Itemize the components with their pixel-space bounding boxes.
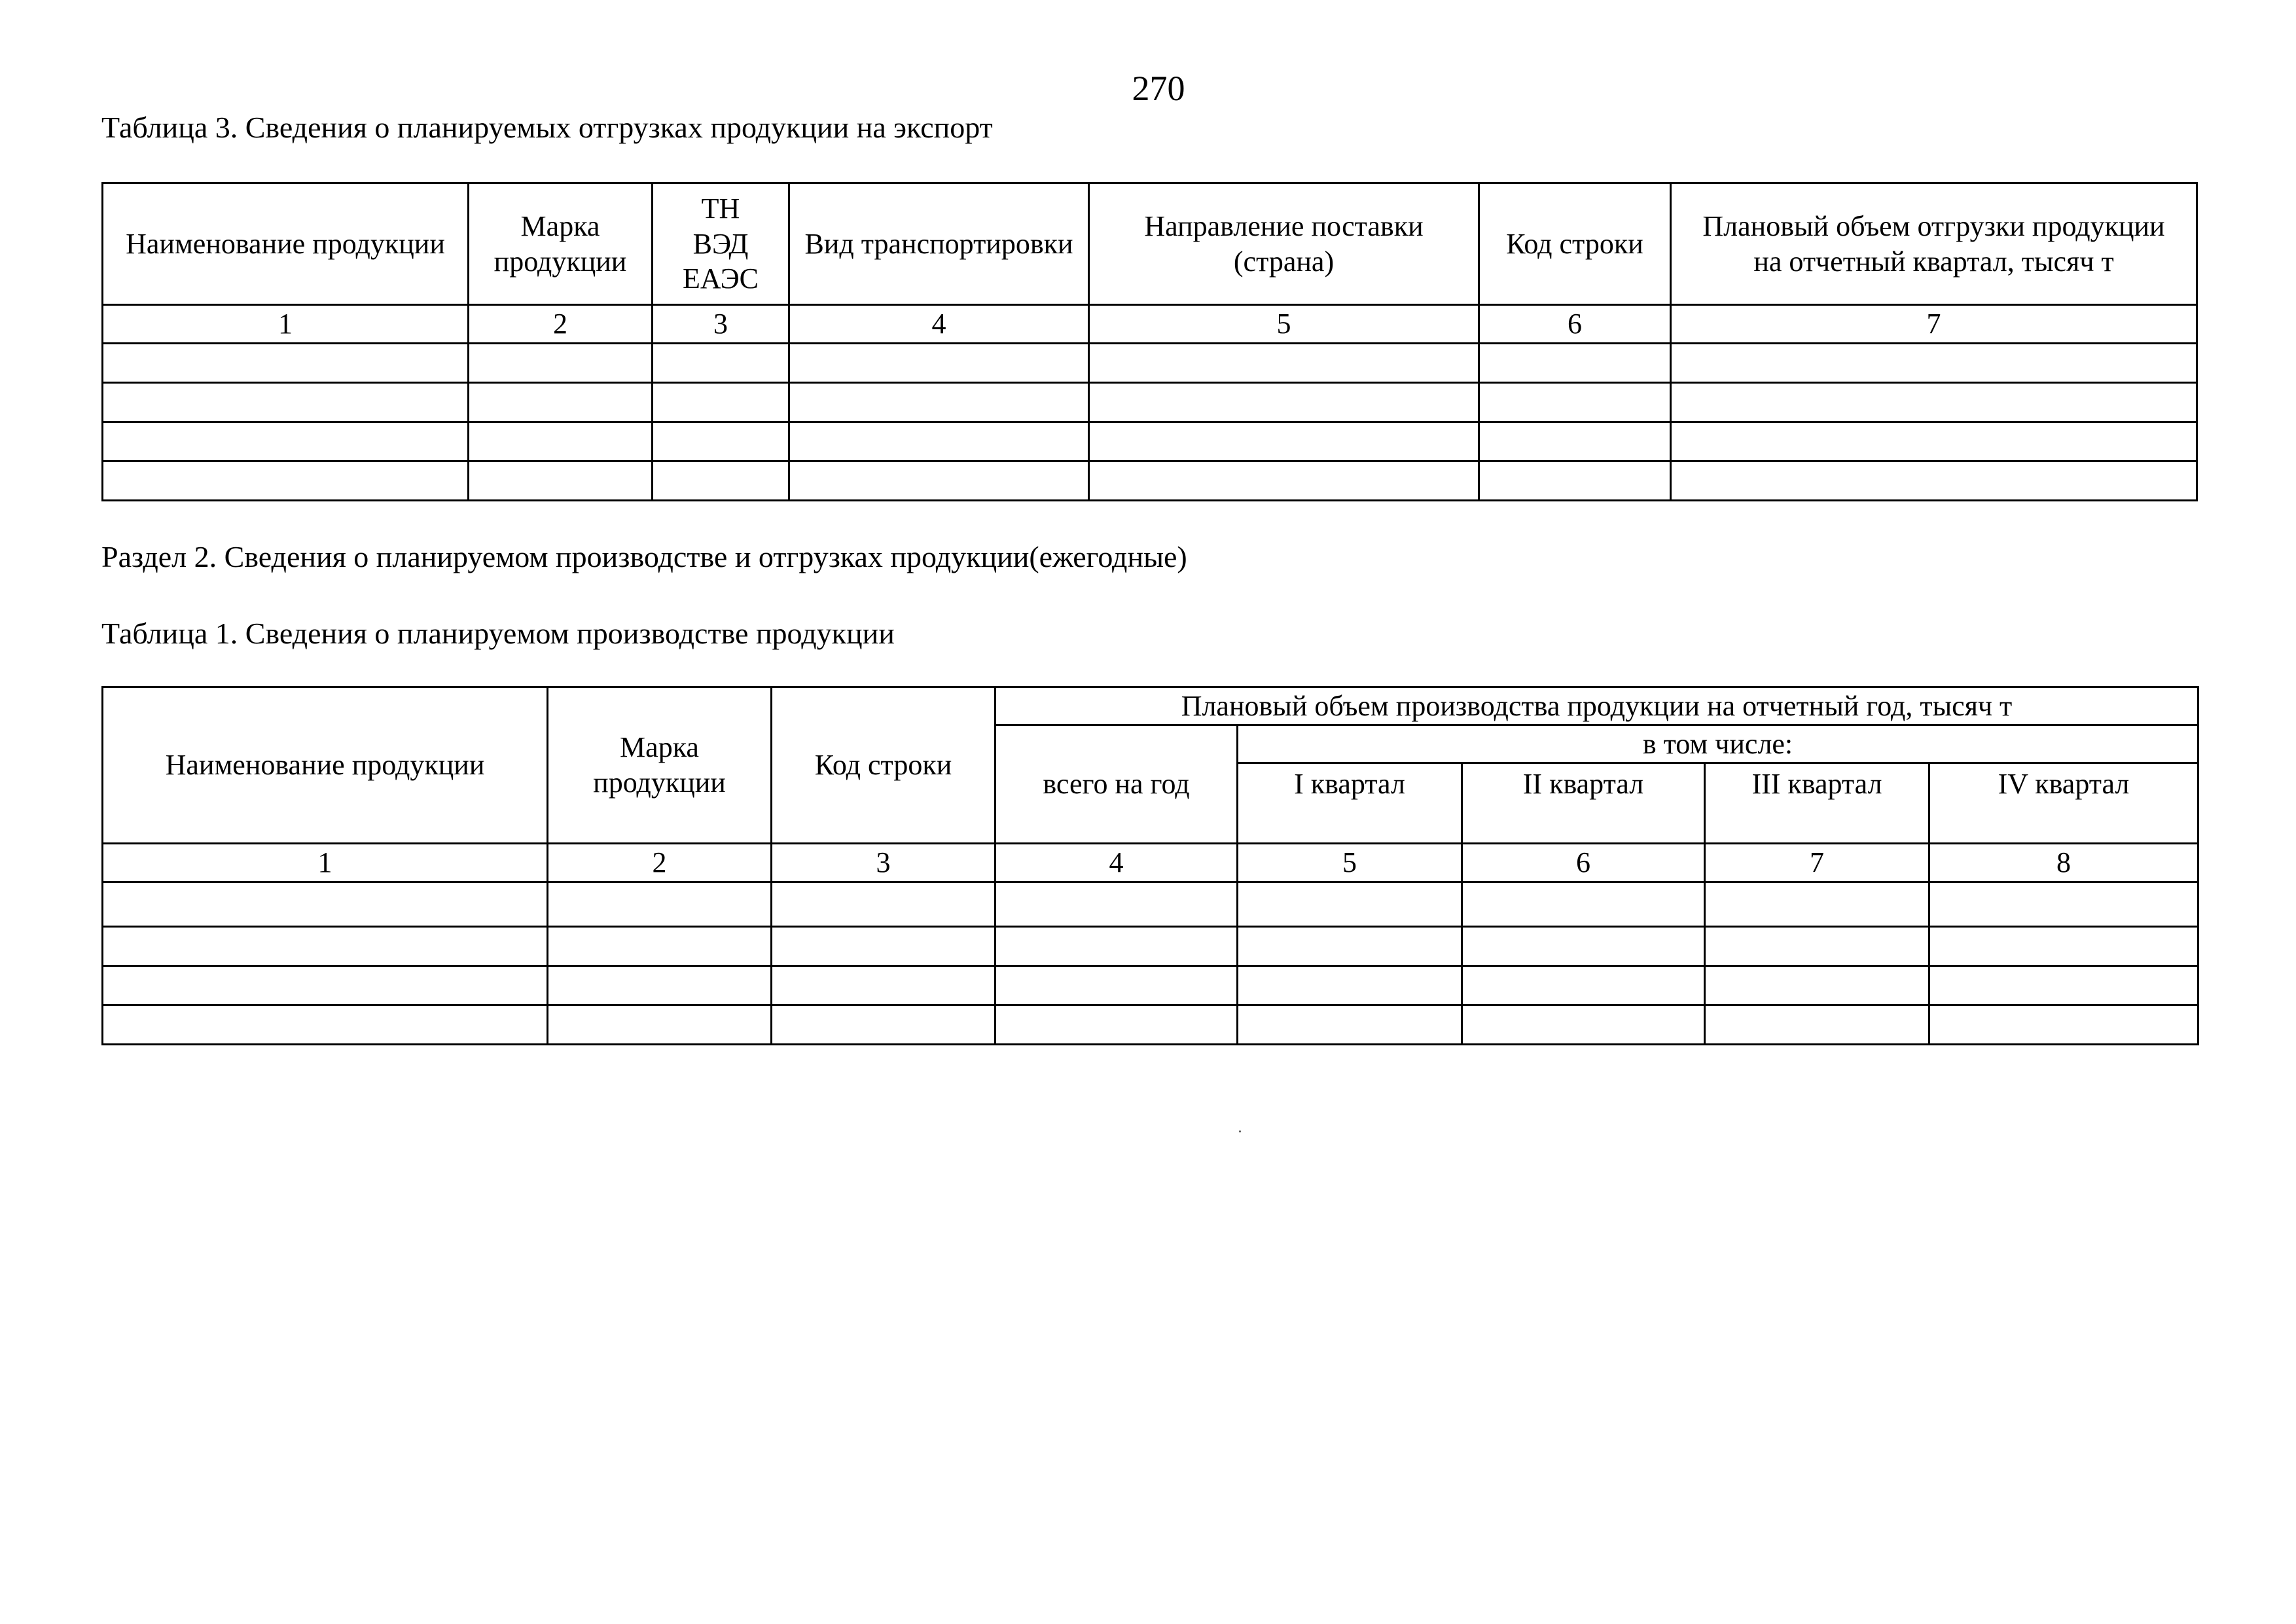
table-cell xyxy=(996,882,1238,927)
table3-header-cell: Код строки xyxy=(1479,183,1671,305)
table-cell xyxy=(1479,422,1671,461)
table-cell xyxy=(996,1005,1238,1045)
table-cell xyxy=(1671,383,2197,422)
table-cell xyxy=(1238,1005,1462,1045)
table-cell xyxy=(548,966,772,1005)
table-cell xyxy=(1705,1005,1929,1045)
table1-planned-production xyxy=(101,686,2199,1045)
table-cell xyxy=(1929,882,2198,927)
table-cell xyxy=(1089,344,1479,383)
table-cell xyxy=(1705,927,1929,966)
table3-column-number: 3 xyxy=(653,305,789,344)
table-cell xyxy=(1238,882,1462,927)
table1-empty-row xyxy=(103,1005,2198,1045)
table-cell xyxy=(996,927,1238,966)
table-cell xyxy=(1462,1005,1705,1045)
table3-column-number: 1 xyxy=(103,305,469,344)
table-cell xyxy=(1462,927,1705,966)
table1-header-including: в том числе: xyxy=(1238,725,2198,763)
table-cell xyxy=(1705,966,1929,1005)
table-cell xyxy=(1238,927,1462,966)
table-cell xyxy=(1479,344,1671,383)
table3-header-cell: Наименование продукции xyxy=(103,183,469,305)
table1-header-brand: Марка продукции xyxy=(548,687,772,844)
table3-empty-row xyxy=(103,344,2197,383)
table-cell xyxy=(1671,422,2197,461)
table-cell xyxy=(1929,1005,2198,1045)
table-cell xyxy=(548,882,772,927)
table1-column-number: 1 xyxy=(103,844,548,882)
table1-column-number: 4 xyxy=(996,844,1238,882)
table-cell xyxy=(469,383,653,422)
table1-header-q4: IV квартал xyxy=(1929,763,2198,844)
table-cell xyxy=(772,1005,996,1045)
table-cell xyxy=(469,461,653,501)
table3-export-shipments xyxy=(101,182,2198,501)
table-cell xyxy=(1479,461,1671,501)
table-cell xyxy=(1929,966,2198,1005)
table-cell xyxy=(469,344,653,383)
table-cell xyxy=(653,422,789,461)
table1-caption: Таблица 1. Сведения о планируемом производстве продукции xyxy=(101,617,895,650)
table-cell xyxy=(103,344,469,383)
table-cell xyxy=(103,461,469,501)
table3-column-number: 4 xyxy=(789,305,1089,344)
table3-column-number: 7 xyxy=(1671,305,2197,344)
table1-column-number: 6 xyxy=(1462,844,1705,882)
table3-empty-row xyxy=(103,422,2197,461)
table-cell xyxy=(103,966,548,1005)
table-cell xyxy=(1089,461,1479,501)
table1-column-number: 8 xyxy=(1929,844,2198,882)
table3-empty-row xyxy=(103,383,2197,422)
table3-header-cell: Марка продукции xyxy=(469,183,653,305)
table1-header-q2: II квартал xyxy=(1462,763,1705,844)
table-cell xyxy=(653,344,789,383)
table-cell xyxy=(1479,383,1671,422)
table-cell xyxy=(789,344,1089,383)
table-cell xyxy=(1705,882,1929,927)
table1-header-row xyxy=(103,687,2198,725)
table-cell xyxy=(1238,966,1462,1005)
table-cell xyxy=(772,927,996,966)
table-cell xyxy=(996,966,1238,1005)
table-cell xyxy=(1671,461,2197,501)
scan-speck xyxy=(1239,1130,1241,1132)
section2-title: Раздел 2. Сведения о планируемом производстве и отгрузках продукции(ежегодные) xyxy=(101,540,1187,573)
table3-header-row xyxy=(103,183,2197,305)
table-cell xyxy=(103,422,469,461)
table3-column-number-row xyxy=(103,305,2197,344)
table1-header-code: Код строки xyxy=(772,687,996,844)
table-cell xyxy=(548,1005,772,1045)
table-cell xyxy=(103,1005,548,1045)
table1-empty-row xyxy=(103,966,2198,1005)
table3-header-cell: Плановый объем отгрузки продукции на отчетный квартал, тысяч т xyxy=(1671,183,2197,305)
table1-column-number: 3 xyxy=(772,844,996,882)
table-cell xyxy=(1462,882,1705,927)
table-cell xyxy=(1089,383,1479,422)
table3-column-number: 6 xyxy=(1479,305,1671,344)
table1-column-number-row xyxy=(103,844,2198,882)
table1-header-q1: I квартал xyxy=(1238,763,1462,844)
table-cell xyxy=(548,927,772,966)
table1-header-q3: III квартал xyxy=(1705,763,1929,844)
table-cell xyxy=(789,422,1089,461)
table-cell xyxy=(1929,927,2198,966)
table3-header-cell: Направление поставки (страна) xyxy=(1089,183,1479,305)
page-number: 270 xyxy=(1132,69,1185,108)
table-cell xyxy=(653,383,789,422)
table3-empty-row xyxy=(103,461,2197,501)
table-cell xyxy=(103,882,548,927)
table-cell xyxy=(789,461,1089,501)
table-cell xyxy=(469,422,653,461)
table3-column-number: 5 xyxy=(1089,305,1479,344)
table-cell xyxy=(789,383,1089,422)
table3-caption: Таблица 3. Сведения о планируемых отгрузках продукции на экспорт xyxy=(101,111,993,144)
table-cell xyxy=(772,882,996,927)
table-cell xyxy=(1462,966,1705,1005)
table1-column-number: 7 xyxy=(1705,844,1929,882)
table1-column-number: 5 xyxy=(1238,844,1462,882)
table-cell xyxy=(1089,422,1479,461)
table1-empty-row xyxy=(103,882,2198,927)
table1-header-plan-volume: Плановый объем производства продукции на отчетный год, тысяч т xyxy=(996,687,2198,725)
table3-header-cell: Вид транспортировки xyxy=(789,183,1089,305)
table-cell xyxy=(1671,344,2197,383)
table-cell xyxy=(103,383,469,422)
table1-header-name: Наименование продукции xyxy=(103,687,548,844)
table-cell xyxy=(103,927,548,966)
table-cell xyxy=(772,966,996,1005)
table3-column-number: 2 xyxy=(469,305,653,344)
table1-empty-row xyxy=(103,927,2198,966)
table1-header-total: всего на год xyxy=(996,725,1238,844)
table1-column-number: 2 xyxy=(548,844,772,882)
table-cell xyxy=(653,461,789,501)
table3-header-cell: ТН ВЭД ЕАЭС xyxy=(653,183,789,305)
